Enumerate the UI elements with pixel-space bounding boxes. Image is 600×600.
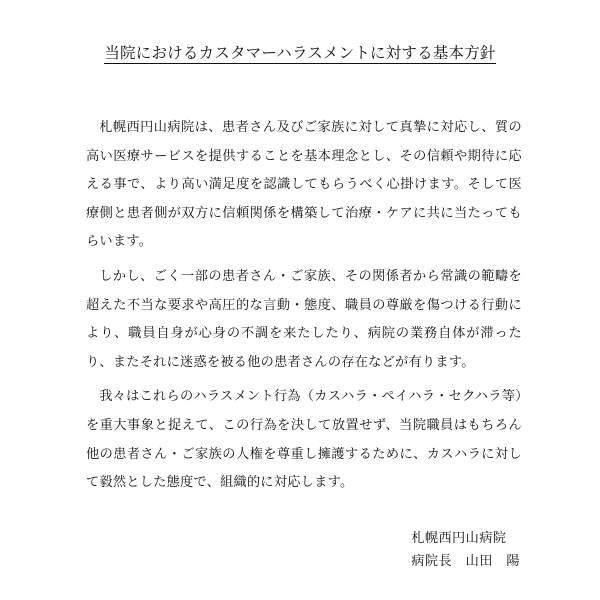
hospital-name: 札幌西円山病院 <box>411 531 507 546</box>
document-title <box>0 42 600 64</box>
paragraph-2: しかし、ごく一部の患者さん・ご家族、その関係者から常識の範疇を超えた不当な要求や高圧的な言動・態度、職員の尊厳を傷つける行動により、職員自身が心身の不調を来たしたり、病院の業務自体が滞ったり、またそれに迷惑を被る他の患者さんの存在などが有ります。 <box>86 268 522 370</box>
document-title-text: 当院におけるカスタマーハラスメントに対する基本方針 <box>104 44 496 62</box>
signature-block <box>411 527 520 573</box>
document-body <box>86 114 522 504</box>
paragraph-3: 我々はこれらのハラスメント行為（カスハラ・ペイハラ・セクハラ等）を重大事象と捉えて、この行為を決して放置せず、当院職員はもちろん他の患者さん・ご家族の人権を尊重し擁護するために、カスハラに対して毅然とした態度で、組織的に対応します。 <box>86 389 522 491</box>
director-name: 病院長 山田 陽 <box>411 554 520 569</box>
paragraph-1: 札幌西円山病院は、患者さん及びご家族に対して真摯に対応し、質の高い医療サービスを提供することを基本理念とし、その信頼や期待に応える事で、より高い満足度を認識してもらうべく心掛けます。そして医療側と患者側が双方に信頼関係を構築して治療・ケアに共に当たってもらいます。 <box>86 120 522 250</box>
